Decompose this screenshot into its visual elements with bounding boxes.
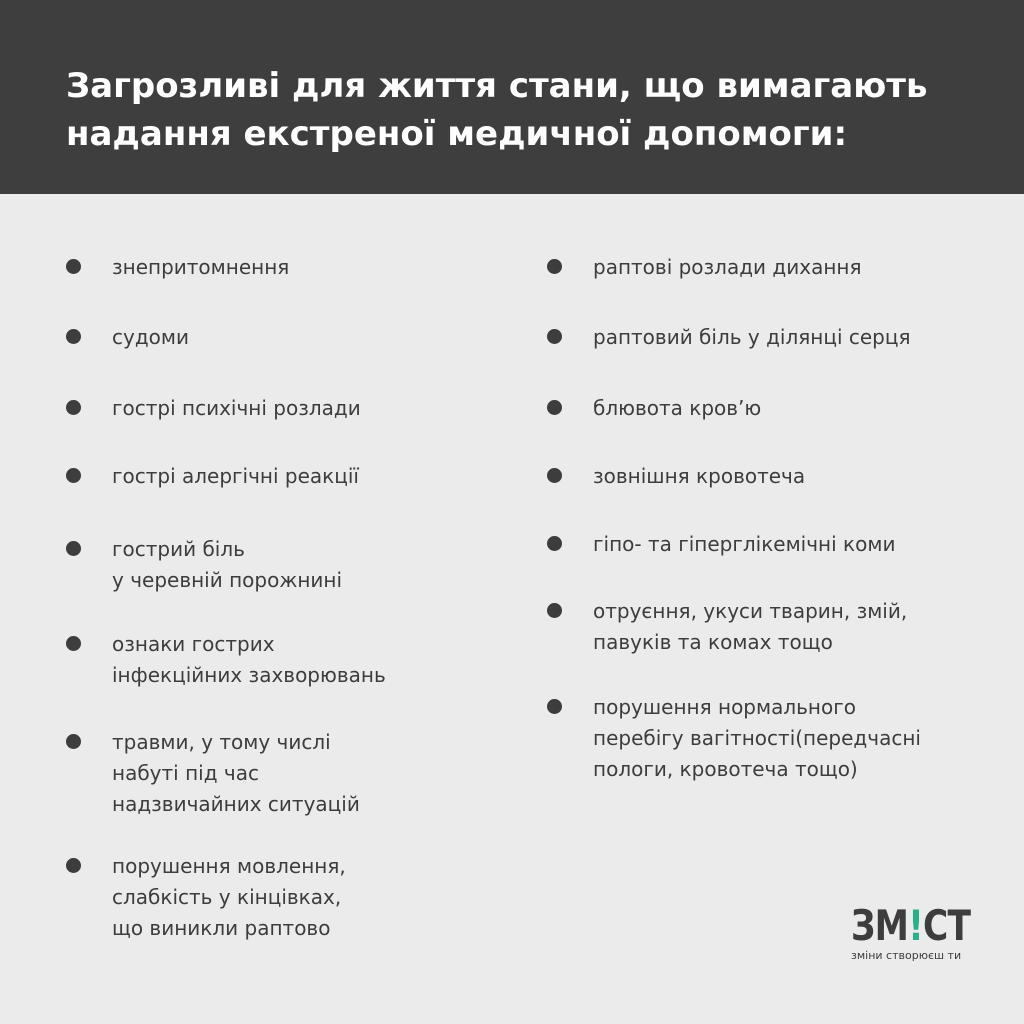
bullet-icon xyxy=(66,400,81,415)
bullet-icon xyxy=(66,468,81,483)
logo-accent-mark: ! xyxy=(908,901,923,950)
logo-part-1: ЗМ xyxy=(851,901,909,950)
bullet-icon xyxy=(547,468,562,483)
page-title: Загрозливі для життя стани, що вимагають надання екстреної медичної допомоги: xyxy=(66,66,928,154)
bullet-icon xyxy=(547,536,562,551)
list-item-text: судоми xyxy=(112,325,189,349)
list-item-text: гострі алергічні реакції xyxy=(112,464,359,488)
logo-part-3: СТ xyxy=(922,901,971,950)
list-item-text: порушення мовлення, слабкість у кінцівках, що виникли раптово xyxy=(112,854,346,940)
list-item-text: травми, у тому числі набуті під час надзвичайних ситуацій xyxy=(112,730,360,816)
logo-tagline: зміни створюєш ти xyxy=(851,949,962,962)
list-item-text: гіпо- та гіперглікемічні коми xyxy=(593,532,896,556)
list-item-text: раптові розлади дихання xyxy=(593,255,862,279)
list-item-text: гострі психічні розлади xyxy=(112,396,361,420)
list-item-text: ознаки гострих інфекційних захворювань xyxy=(112,632,386,687)
list-item-text: раптовий біль у ділянці серця xyxy=(593,325,911,349)
logo-wordmark xyxy=(851,903,970,949)
bullet-icon xyxy=(66,541,81,556)
list-item-text: отруєння, укуси тварин, змій, павуків та комах тощо xyxy=(593,599,908,654)
bullet-icon xyxy=(547,400,562,415)
brand-logo xyxy=(851,903,971,967)
bullet-icon xyxy=(66,259,81,274)
bullet-icon xyxy=(66,636,81,651)
list-item-text: знепритомнення xyxy=(112,255,290,279)
bullet-icon xyxy=(547,603,562,618)
list-item-text: гострий біль у черевній порожнині xyxy=(112,537,343,592)
list-item-text: зовнішня кровотеча xyxy=(593,464,806,488)
header-banner xyxy=(0,0,1024,194)
bullet-icon xyxy=(66,734,81,749)
list-item-text: блювота кров’ю xyxy=(593,396,762,420)
bullet-icon xyxy=(547,699,562,714)
bullet-icon xyxy=(66,858,81,873)
bullet-icon xyxy=(547,329,562,344)
bullet-icon xyxy=(66,329,81,344)
list-item-text: порушення нормального перебігу вагітності(передчасні пологи, кровотеча тощо) xyxy=(593,695,921,781)
bullet-icon xyxy=(547,259,562,274)
